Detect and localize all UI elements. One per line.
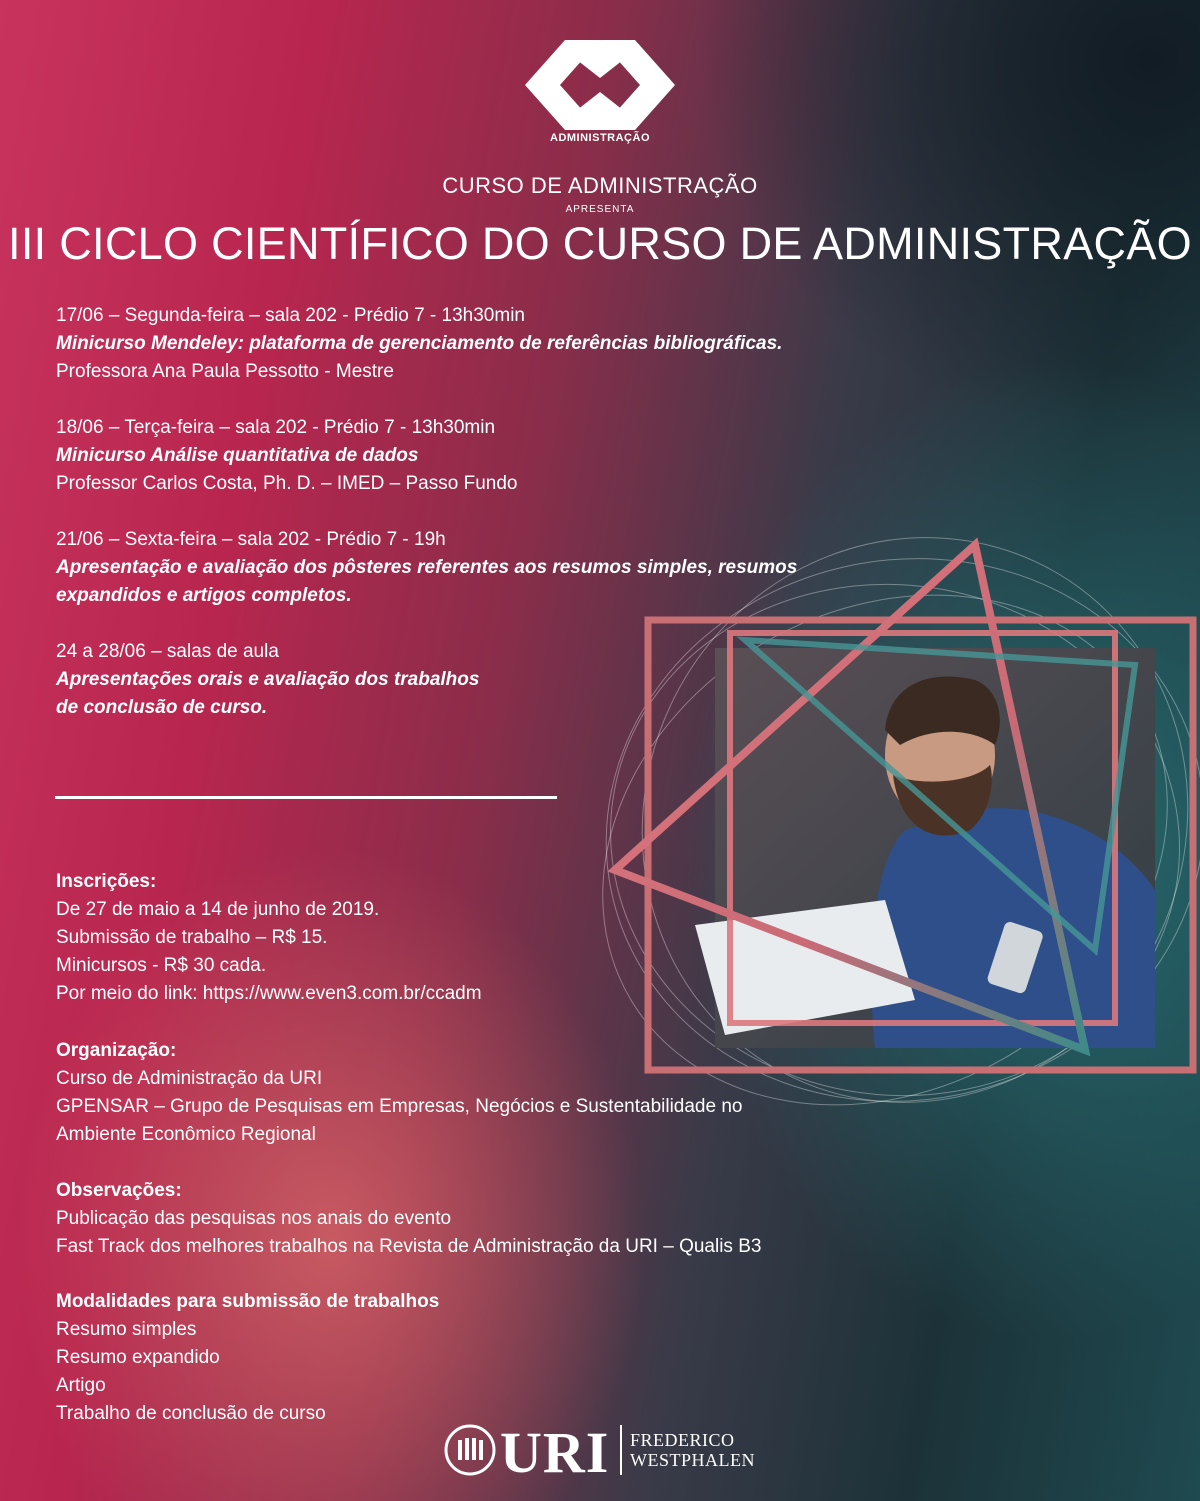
schedule-activity-line: expandidos e artigos completos. — [56, 585, 352, 606]
schedule-speaker: Professora Ana Paula Pessotto - Mestre — [56, 361, 394, 382]
uri-campus — [630, 1430, 755, 1470]
schedule-item — [56, 302, 856, 386]
registration-line: De 27 de maio a 14 de junho de 2019. — [56, 899, 380, 920]
observations-line: Fast Track dos melhores trabalhos na Revista de Administração da URI – Qualis B3 — [56, 1236, 762, 1257]
observations-line: Publicação das pesquisas nos anais do evento — [56, 1208, 452, 1229]
uri-brand: URI — [500, 1420, 610, 1485]
organization-line: Ambiente Econômico Regional — [56, 1124, 316, 1145]
uri-campus-line: FREDERICO — [630, 1430, 735, 1450]
modality-item: Resumo expandido — [56, 1347, 220, 1368]
page-title: III CICLO CIENTÍFICO DO CURSO DE ADMINISTRAÇÃO — [8, 218, 1192, 269]
modality-item: Trabalho de conclusão de curso — [56, 1403, 326, 1424]
organization-heading: Organização: — [56, 1040, 177, 1061]
registration-section — [56, 868, 856, 1008]
schedule-item — [56, 414, 856, 498]
registration-heading: Inscrições: — [56, 871, 157, 892]
schedule-when: 17/06 – Segunda-feira – sala 202 - Prédio 7 - 13h30min — [56, 305, 525, 326]
modality-item: Artigo — [56, 1375, 106, 1396]
modalities-heading: Modalidades para submissão de trabalhos — [56, 1291, 440, 1312]
modalities-section — [56, 1288, 856, 1428]
course-label: CURSO DE ADMINISTRAÇÃO — [442, 173, 758, 198]
registration-link: Por meio do link: https://www.even3.com.br/ccadm — [56, 983, 482, 1004]
registration-line: Minicursos - R$ 30 cada. — [56, 955, 267, 976]
observations-heading: Observações: — [56, 1180, 182, 1201]
schedule-activity-line: Apresentações orais e avaliação dos trabalhos — [56, 669, 480, 690]
organization-line: Curso de Administração da URI — [56, 1068, 323, 1089]
organization-section — [56, 1037, 856, 1149]
schedule-when: 21/06 – Sexta-feira – sala 202 - Prédio 7 - 19h — [56, 529, 446, 550]
schedule-when: 18/06 – Terça-feira – sala 202 - Prédio 7 - 13h30min — [56, 417, 496, 438]
schedule-when: 24 a 28/06 – salas de aula — [56, 641, 279, 662]
organization-line: GPENSAR – Grupo de Pesquisas em Empresas, Negócios e Sustentabilidade no — [56, 1096, 743, 1117]
registration-line: Submissão de trabalho – R$ 15. — [56, 927, 328, 948]
modality-item: Resumo simples — [56, 1319, 197, 1340]
footer-divider — [620, 1425, 622, 1475]
presents-label: APRESENTA — [565, 204, 635, 215]
schedule-item — [56, 638, 856, 722]
schedule-speaker: Professor Carlos Costa, Ph. D. – IMED – Passo Fundo — [56, 473, 518, 494]
schedule-activity-line: Apresentação e avaliação dos pôsteres referentes aos resumos simples, resumos — [56, 557, 798, 578]
schedule-activity: Minicurso Mendeley: plataforma de gerenciamento de referências bibliográficas. — [56, 333, 783, 354]
schedule-activity-line: de conclusão de curso. — [56, 697, 268, 718]
schedule-activity: Minicurso Análise quantitativa de dados — [56, 445, 419, 466]
logo-caption: ADMINISTRAÇÃO — [550, 132, 650, 144]
schedule-item — [56, 526, 856, 610]
section-divider — [55, 796, 557, 799]
uri-campus-line: WESTPHALEN — [630, 1450, 755, 1470]
uri-seal-icon — [444, 1424, 496, 1476]
observations-section — [56, 1177, 856, 1261]
